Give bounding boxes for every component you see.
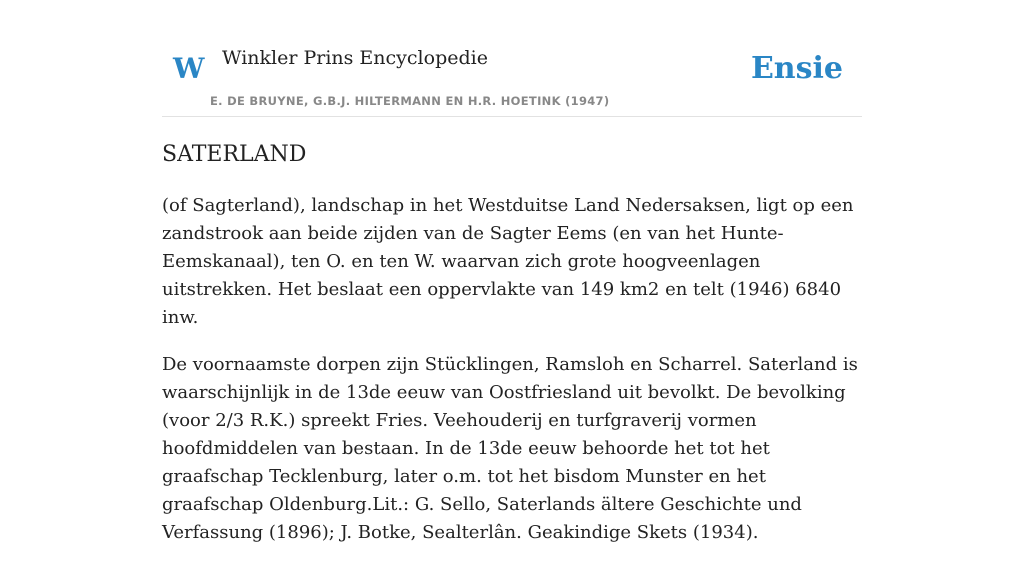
entry-paragraph: De voornaamste dorpen zijn Stücklingen, Ramsloh en Scharrel. Saterland is waarschijnlijk in de 13de eeuw van Oostfriesland uit bevolkt. De bevolking (voor 2/3 R.K.) spreekt Fries. Veehouderij en turfgraverij vormen hoofdmiddelen van bestaan. In de 13de eeuw behoorde het tot het graafschap Tecklenburg, later o.m. tot het bisdom Munster en het graafschap Oldenburg.Lit.: G. Sello, Saterlands ältere Geschichte und Verfassung (1896); J. Botke, Sealterlân. Geakindige Skets (1934). [162, 354, 858, 543]
winkler-prins-logo[interactable]: W [173, 52, 205, 85]
ensie-logo[interactable]: Ensie [750, 51, 843, 86]
entry-body [162, 192, 862, 566]
publication-authors: E. DE BRUYNE, G.B.J. HILTERMANN EN H.R. HOETINK (1947) [210, 94, 610, 108]
entry-title: SATERLAND [162, 142, 307, 167]
page-container [162, 0, 862, 543]
entry-paragraph: (of Sagterland), landschap in het Westduitse Land Nedersaksen, ligt op een zandstrook aan beide zijden van de Sagter Eems (en van het Hunte-Eemskanaal), ten O. en ten W. waarvan zich grote hoogveenlagen uitstrekken. Het beslaat een oppervlakte van 149 km2 en telt (1946) 6840 inw. [162, 195, 854, 328]
publication-title[interactable]: Winkler Prins Encyclopedie [222, 47, 488, 69]
site-header [162, 0, 862, 117]
